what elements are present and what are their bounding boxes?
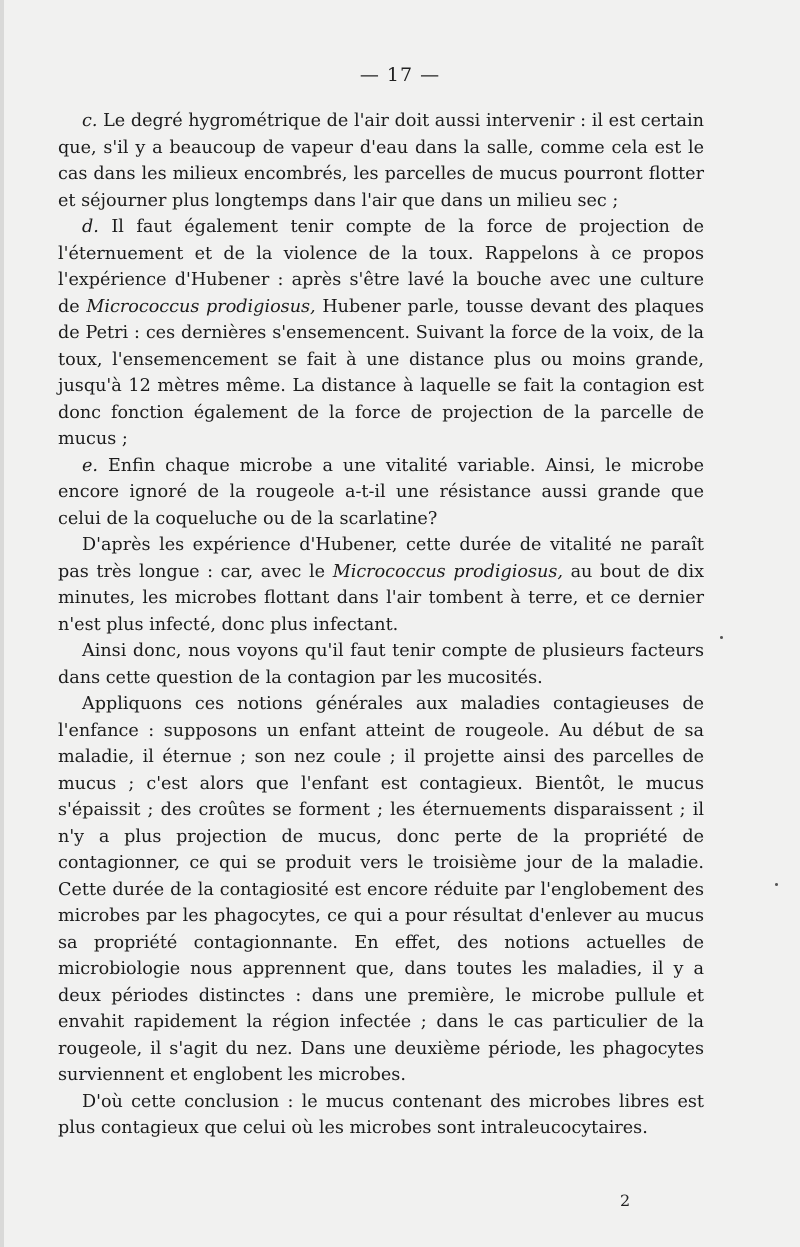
scan-edge xyxy=(0,0,4,1247)
signature-mark: 2 xyxy=(620,1191,631,1210)
paragraph-text: D'après les expérience d'Hubener, cette durée de vitalité ne paraît pas très longue : car, avec le xyxy=(58,535,704,582)
item-lead: c. xyxy=(82,111,98,131)
paragraph-text: Il faut également tenir compte de la force de projection de l'éternuement et de la violence de la toux. Rappelons à ce propos l'expérience d'Hubener : après s'être lavé la bouche avec une culture de xyxy=(58,217,705,317)
paragraph-d xyxy=(58,214,704,453)
page-number: — 17 — xyxy=(359,64,441,86)
paragraph-ainsi xyxy=(58,638,704,691)
ink-speck xyxy=(720,636,723,639)
paragraph-text: Appliquons ces notions générales aux maladies contagieuses de l'enfance : supposons un enfant atteint de rougeole. Au début de sa maladie, il éternue ; son nez coule ; il projette ainsi des parcelles de mucus ; c'est alors que l'enfant est contagieux. Bientôt, le mucus s'épaissit ; des croûtes se forment ; les éternuements disparaissent ; il n'y a plus projection de mucus, donc perte de la propriété de contagionner, ce qui se produit vers le troisième jour de la maladie. Cette durée de la contagiosité est encore réduite par l'englobement des microbes par les phagocytes, ce qui a pour résultat d'enlever au mucus sa propriété contagionnante. En effet, des notions actuelles de microbiologie nous apprennent que, dans toutes les maladies, il y a deux périodes distinctes : dans une première, le microbe pullule et envahit rapidement la région infectée ; dans le cas particulier de la rougeole, il s'agit du nez. Dans une deuxième période, les phagocytes surviennent et englobent les microbes. xyxy=(58,694,704,1085)
paragraph-text: Le degré hygrométrique de l'air doit aussi intervenir : il est certain que, s'il y a beaucoup de vapeur d'eau dans la salle, comme cela est le cas dans les milieux encombrés, les parcelles de mucus pourront flotter et séjourner plus longtemps dans l'air que dans un milieu sec ; xyxy=(58,111,705,211)
paragraph-hubener xyxy=(58,532,704,638)
paragraph-conclusion xyxy=(58,1089,704,1142)
paragraph-e xyxy=(58,453,704,533)
paragraph-text: Enfin chaque microbe a une vitalité variable. Ainsi, le microbe encore ignoré de la rougeole a-t-il une résistance aussi grande que celui de la coqueluche ou de la scarlatine? xyxy=(58,455,704,529)
item-lead: d. xyxy=(82,217,99,237)
paragraph-c xyxy=(58,108,704,214)
species-name: Micrococcus prodigiosus, xyxy=(86,296,316,317)
item-lead: e. xyxy=(82,455,99,476)
paragraph-text: Hubener parle, tousse devant des plaques de Petri : ces dernières s'ensemencent. Suivant la force de la voix, de la toux, l'ensemencement se fait à une distance plus ou moins grande, jusqu'à 12 mètres même. La distance à laquelle se fait la contagion est donc fonction également de la force de projection de la parcelle de mucus ; xyxy=(58,296,705,449)
body-text xyxy=(58,108,704,1142)
species-name: Micrococcus prodigiosus, xyxy=(332,561,563,582)
paragraph-appliquons xyxy=(58,691,704,1089)
paragraph-text: Ainsi donc, nous voyons qu'il faut tenir compte de plusieurs facteurs dans cette question de la contagion par les mucosités. xyxy=(58,641,704,688)
paragraph-text: au bout de dix minutes, les microbes flottant dans l'air tombent à terre, et ce dernier n'est plus infecté, donc plus infectant. xyxy=(58,561,704,635)
ink-speck xyxy=(775,883,778,886)
paragraph-text: D'où cette conclusion : le mucus contenant des microbes libres est plus contagieux que celui où les microbes sont intraleucocytaires. xyxy=(58,1091,704,1138)
